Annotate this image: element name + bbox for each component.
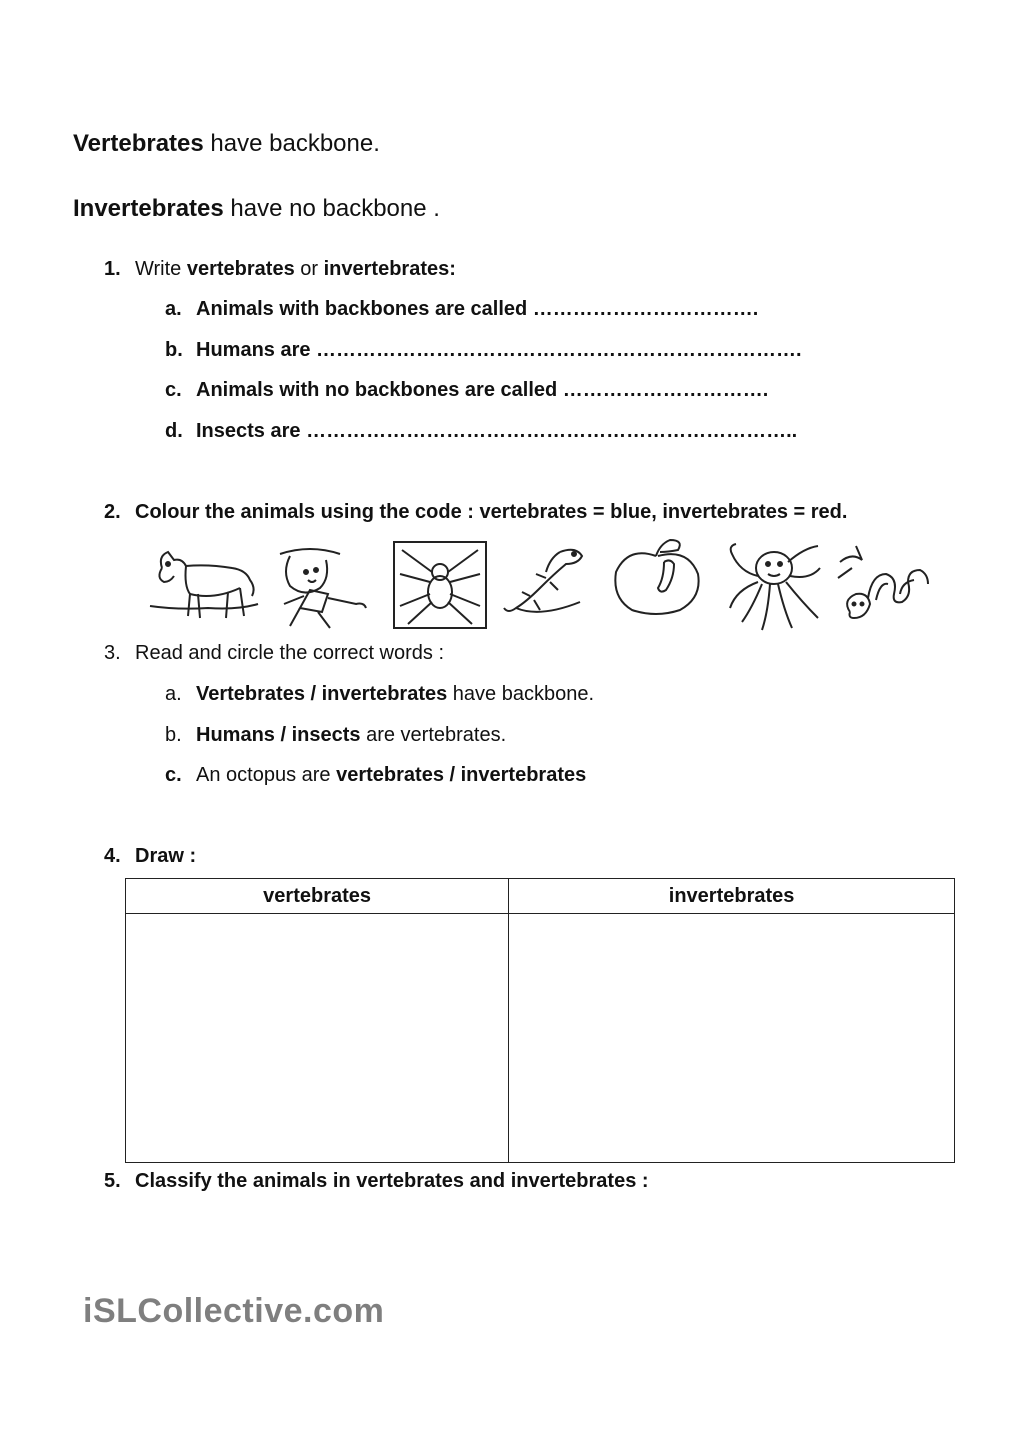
horse-image	[148, 538, 260, 628]
q1-item-a-label: a.	[165, 298, 182, 320]
q5-instruction: Classify the animals in vertebrates and invertebrates :	[135, 1170, 649, 1192]
intro-invertebrates: Invertebrates have no backbone .	[73, 195, 440, 222]
q3-number: 3.	[104, 642, 121, 664]
draw-table	[125, 878, 955, 1163]
snake-image	[832, 538, 932, 638]
q3-item-b-label: b.	[165, 724, 182, 746]
q1-item-b: Humans are ……………………………………………………………….	[196, 339, 802, 361]
spider-image	[392, 538, 488, 634]
q3-item-a-label: a.	[165, 683, 182, 705]
q2-number: 2.	[104, 501, 121, 523]
worm-apple-image	[608, 538, 706, 622]
draw-area-vertebrates[interactable]	[126, 914, 509, 1163]
q3-instruction: Read and circle the correct words :	[135, 642, 445, 664]
q3-item-a: Vertebrates / invertebrates have backbone.	[196, 683, 595, 705]
q2-instruction: Colour the animals using the code : vertebrates = blue, invertebrates = red.	[135, 501, 848, 523]
q5-number: 5.	[104, 1170, 121, 1192]
q1-item-d-label: d.	[165, 420, 183, 442]
draw-table-header-invertebrates: invertebrates	[509, 879, 955, 914]
q3-item-b: Humans / insects are vertebrates.	[196, 724, 507, 746]
q1-item-c: Animals with no backbones are called ………………………….	[196, 379, 769, 401]
q1-item-b-label: b.	[165, 339, 183, 361]
q4-number: 4.	[104, 845, 121, 867]
q1-instruction: Write vertebrates or invertebrates:	[135, 258, 456, 280]
draw-table-header-vertebrates: vertebrates	[126, 879, 509, 914]
q1-item-d: Insects are ………………………………………………………………..	[196, 420, 798, 442]
animal-images-row	[140, 538, 940, 638]
q3-item-c: An octopus are vertebrates / invertebrates	[196, 764, 587, 786]
q3-item-c-label: c.	[165, 764, 182, 786]
draw-area-invertebrates[interactable]	[509, 914, 955, 1163]
q1-number: 1.	[104, 258, 121, 280]
octopus-image	[722, 538, 828, 636]
child-image	[270, 538, 374, 634]
q1-item-c-label: c.	[165, 379, 182, 401]
q4-instruction: Draw :	[135, 845, 197, 867]
lizard-image	[500, 538, 590, 622]
intro-vertebrates: Vertebrates have backbone.	[73, 130, 380, 157]
q1-item-a: Animals with backbones are called …………………………….	[196, 298, 759, 320]
watermark-logo: iSLCollective.com	[83, 1292, 385, 1330]
